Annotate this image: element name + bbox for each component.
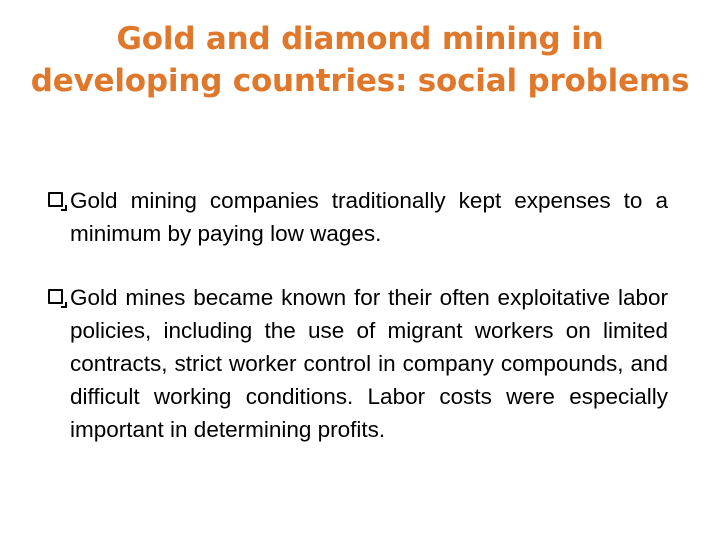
- slide-title-line-1: Gold and diamond mining in: [116, 21, 604, 57]
- slide-title: [0, 18, 720, 102]
- q-square-bullet-icon: [48, 192, 63, 207]
- bullet-text-2: Gold mines became known for their often exploitative labor policies, including the use of migrant workers on limited contracts, strict worker control in company compounds, and difficult working conditions. Labor costs were especially important in determining profits.: [70, 285, 668, 442]
- bullet-list: [48, 184, 668, 446]
- q-square-bullet-icon: [48, 289, 63, 304]
- bullet-text-1: Gold mining companies traditionally kept expenses to a minimum by paying low wages.: [70, 188, 668, 246]
- bullet-item-2: [48, 281, 668, 446]
- bullet-item-1: [48, 184, 668, 250]
- slide-title-line-2: developing countries: social problems: [30, 63, 690, 99]
